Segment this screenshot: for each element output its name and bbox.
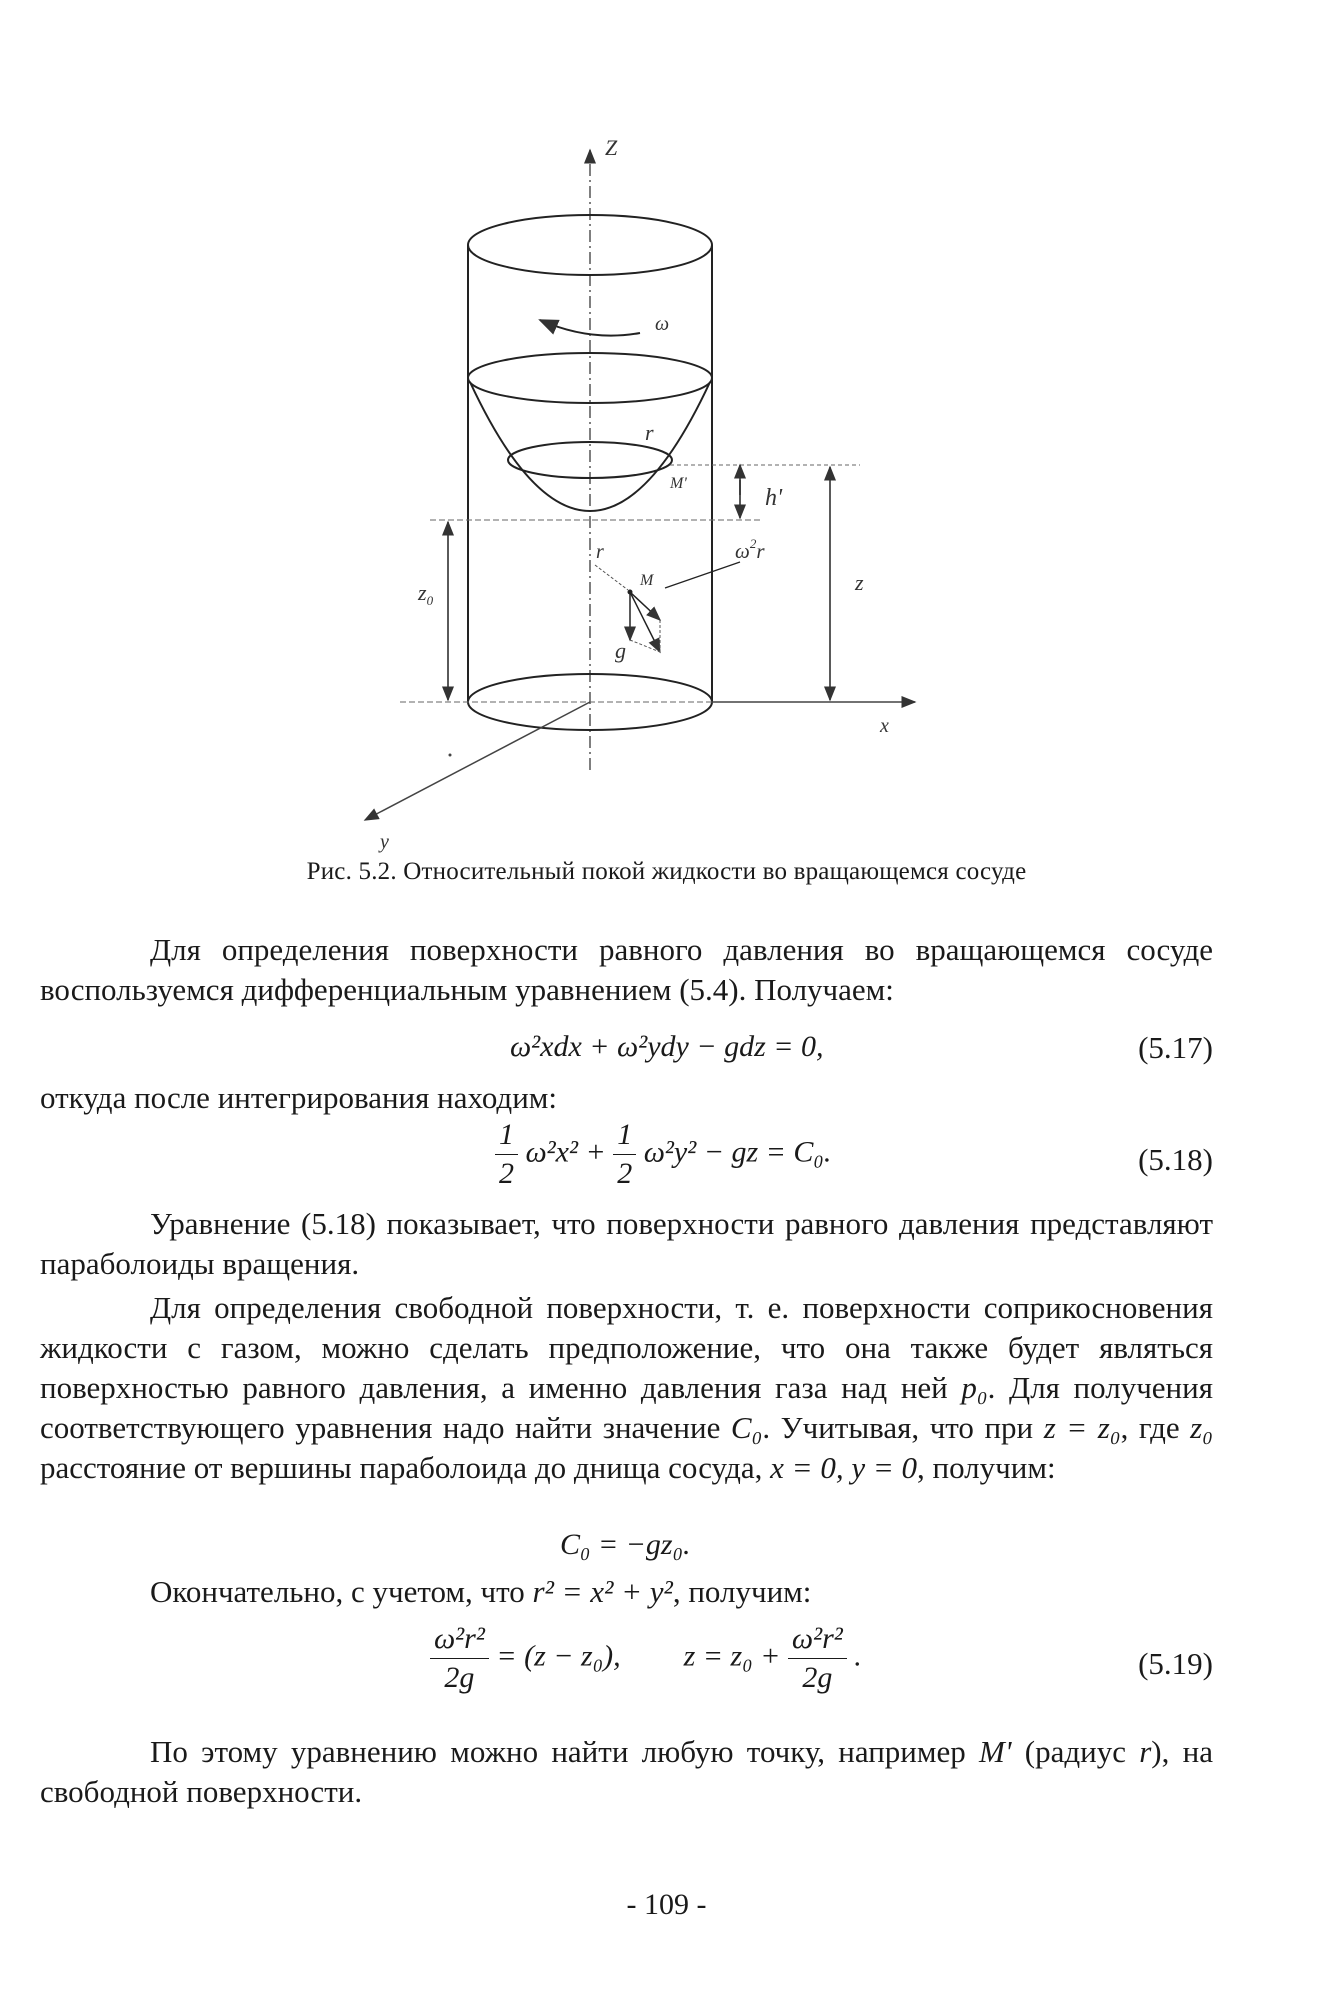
x-axis-label: x xyxy=(880,715,889,737)
h-prime-label: h' xyxy=(765,485,783,511)
g-label: g xyxy=(615,638,626,663)
omega2r-label: $\omega^2r$ xyxy=(735,536,765,563)
m-label: M xyxy=(640,572,654,589)
z0-label: $z_0$ xyxy=(418,580,434,608)
z-right-label: z xyxy=(855,570,864,595)
resultant-vector xyxy=(630,592,660,652)
equation-5-18: $\frac{1}{2}$ ω²x² + $\frac{1}{2}$ ω²y² − gz = C₀. (5.18) xyxy=(40,1116,1213,1200)
z-axis-label: Z xyxy=(605,135,618,160)
equation-c0: C₀ = −gz₀. xyxy=(560,1528,691,1561)
paragraph-1: Для определения поверхности равного давления во вращающемся сосуде воспользуемся дифференциальным уравнением (5.4). Получаем: xyxy=(40,932,1213,1007)
r-mid-label: r xyxy=(596,541,604,563)
figure-caption: Рис. 5.2. Относительный покой жидкости во вращающемся сосуде xyxy=(306,858,1027,885)
equation-5-19: $\frac{\text{ω²r²}}{2g}$ = (z − z₀), z = z₀ + $\frac{\text{ω²r²}}{2g}$ . (5.19) xyxy=(40,1620,1213,1710)
paragraph-5: Окончательно, с учетом, что r² = x² + y², получим: xyxy=(150,1574,812,1609)
equation-5-17-number: (5.17) xyxy=(1138,1030,1213,1065)
centrifugal-vector xyxy=(630,592,660,620)
paragraph-4: Для определения свободной поверхности, т. е. поверхности соприкосновения жидкости с газом, можно сделать предположение, что она также будет являться поверхностью равного давления, а именно давления газа над ней p₀. Для получения соответствующего уравнения надо найти значение C₀. Учитывая, что при z = z₀, где z₀ расстояние от вершины параболоида до днища сосуда, x = 0, y = 0, получим: xyxy=(40,1290,1214,1485)
figure-rotating-vessel xyxy=(340,120,940,860)
equation-5-19-number: (5.19) xyxy=(1138,1646,1213,1681)
page-number: - 109 - xyxy=(626,1888,707,1921)
m-prime-label: M' xyxy=(670,475,687,492)
omega-label: ω xyxy=(655,313,670,335)
fraction-half-1: $\frac{1}{2}$ xyxy=(495,1116,518,1193)
fraction-omega2r2-2g-2: $\frac{\text{ω²r²}}{2g}$ xyxy=(788,1620,847,1697)
equation-5-17 xyxy=(40,1022,1213,1082)
fraction-half-2: $\frac{1}{2}$ xyxy=(613,1116,636,1193)
y-axis-label: y xyxy=(380,831,389,853)
paragraph-2: откуда после интегрирования находим: xyxy=(40,1080,558,1115)
paragraph-6: По этому уравнению можно найти любую точку, например M' (радиус r), на свободной поверхности. xyxy=(40,1734,1213,1809)
equation-5-18-number: (5.18) xyxy=(1138,1142,1213,1177)
y-axis-line xyxy=(365,702,590,820)
equation-5-17-body: ω²xdx + ω²ydy − gdz = 0, xyxy=(510,1030,824,1063)
fraction-omega2r2-2g-1: $\frac{\text{ω²r²}}{2g}$ xyxy=(430,1620,489,1697)
paragraph-3: Уравнение (5.18) показывает, что поверхности равного давления представляют параболоиды вращения. xyxy=(40,1206,1213,1281)
r-top-label: r xyxy=(645,420,654,445)
